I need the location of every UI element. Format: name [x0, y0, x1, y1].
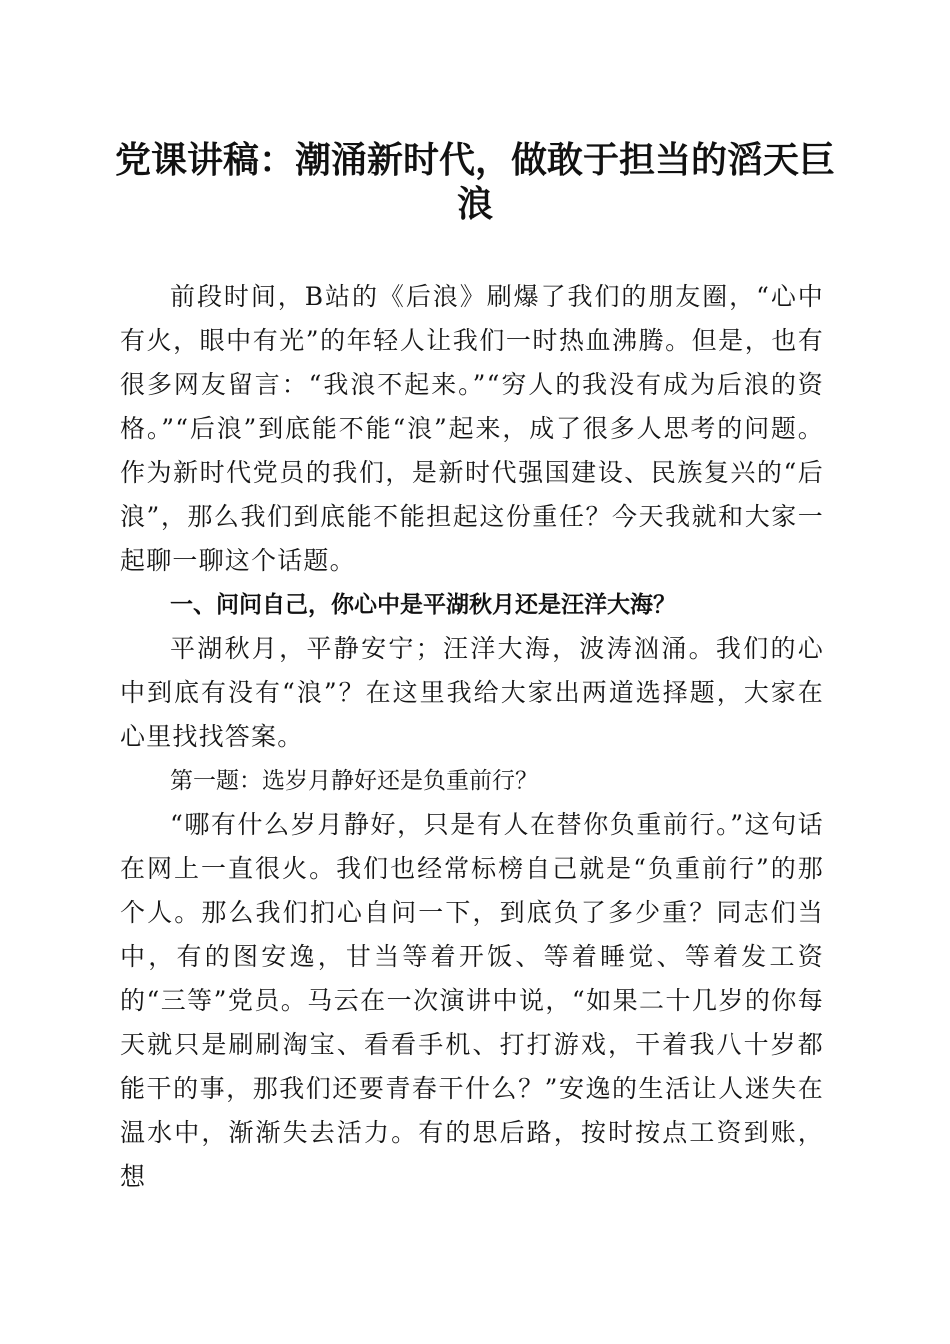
section-heading-1: 一、问问自己，你心中是平湖秋月还是汪洋大海？: [170, 592, 676, 618]
paragraph-intro: 前段时间，B站的《后浪》刷爆了我们的朋友圈，“心中有火，眼中有光”的年轻人让我们一时热血沸腾。但是，也有很多网友留言：“我浪不起来。”“穷人的我没有成为后浪的资格。”“后浪”到底能不能“浪”起来，成了很多人思考的问题。作为新时代党员的我们，是新时代强国建设、民族复兴的“后浪”，那么我们到底能不能担起这份重任？今天我就和大家一起聊一聊这个话题。: [120, 282, 824, 575]
document-body: [120, 275, 824, 1199]
paragraph-section-1: 平湖秋月，平静安宁；汪洋大海，波涛汹涌。我们的心中到底有没有“浪”？在这里我给大家出两道选择题，大家在心里找找答案。: [120, 634, 824, 751]
paragraph-question-1: “哪有什么岁月静好，只是有人在替你负重前行。”这句话在网上一直很火。我们也经常标榜自己就是“负重前行”的那个人。那么我们扪心自问一下，到底负了多少重？同志们当中，有的图安逸，甘当等着开饭、等着睡觉、等着发工资的“三等”党员。马云在一次演讲中说，“如果二十几岁的你每天就只是刷刷淘宝、看看手机、打打游戏，干着我八十岁都能干的事，那我们还要青春干什么？”安逸的生活让人迷失在温水中，渐渐失去活力。有的思后路，按时按点工资到账，想: [120, 810, 824, 1191]
question-heading-1: 第一题：选岁月静好还是负重前行？: [170, 768, 538, 794]
document-title: 党课讲稿：潮涌新时代，做敢于担当的滔天巨浪: [114, 139, 835, 225]
